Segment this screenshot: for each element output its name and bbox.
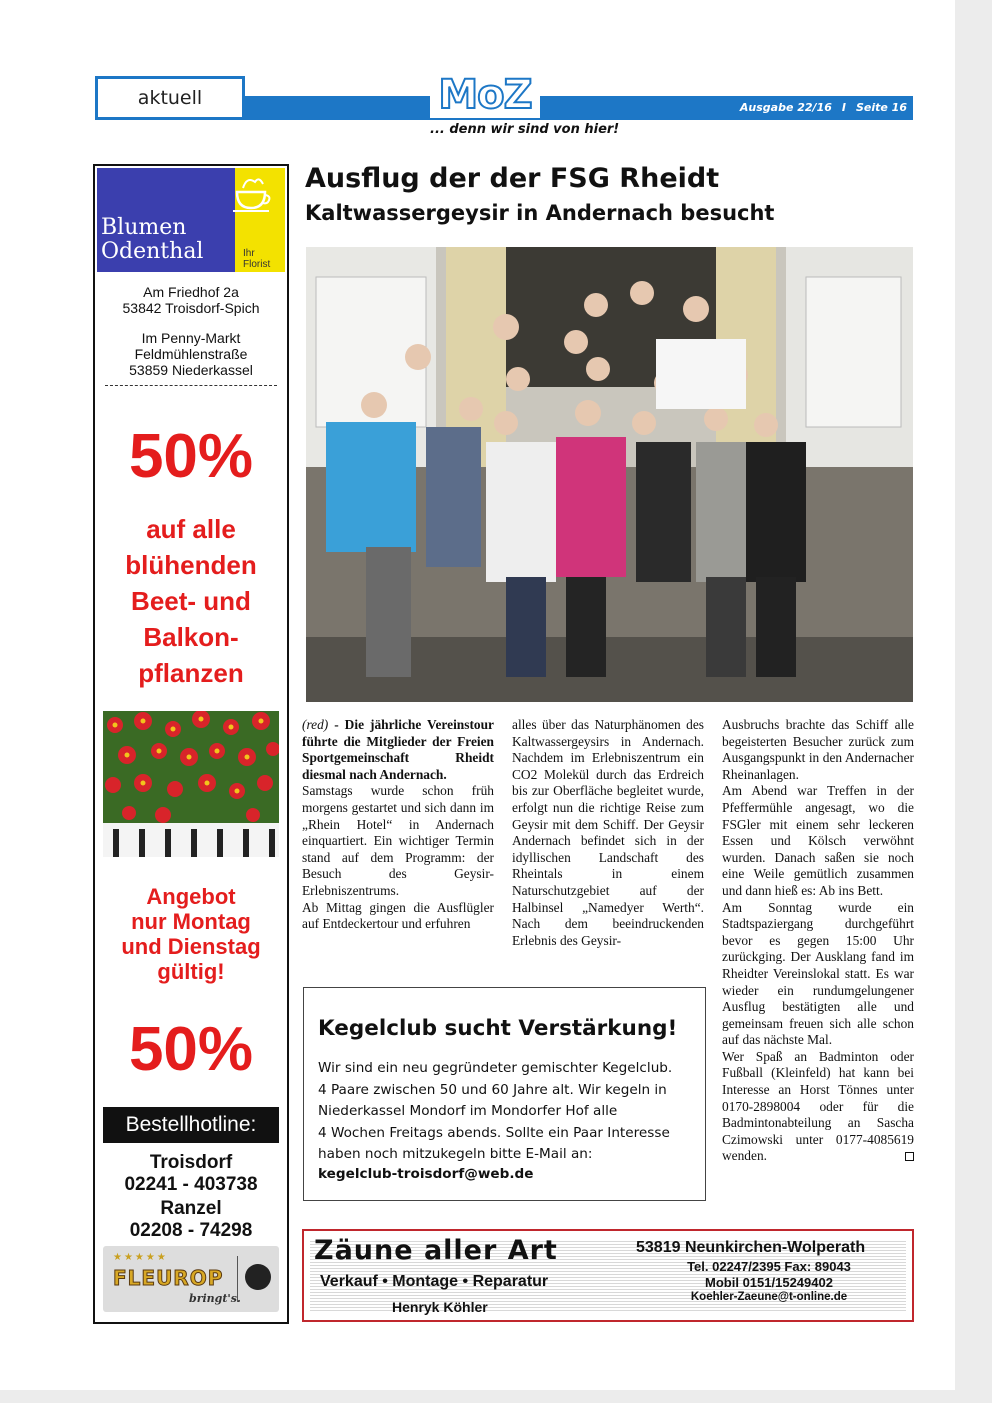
kegelclub-title: Kegelclub sucht Verstärkung! — [318, 1016, 678, 1041]
fence-ad-owner: Henryk Köhler — [392, 1299, 488, 1315]
flower-cup-icon — [229, 174, 273, 214]
fence-ad-email[interactable]: Koehler-Zaeune@t-online.de — [690, 1291, 848, 1303]
fleurop-logo — [103, 1246, 279, 1312]
stars-icon: ★★★★★ — [113, 1252, 168, 1263]
kegelclub-ad — [303, 987, 706, 1201]
florist-name: Blumen Odenthal — [101, 215, 204, 264]
issue-info — [730, 101, 907, 114]
fleurop-wordmark: FLEUROP — [113, 1266, 224, 1290]
fence-ad-city: 53819 Neunkirchen-Wolperath — [636, 1239, 866, 1256]
fence-ad — [302, 1229, 914, 1322]
article-paragraph: Samstags wurde schon früh morgens gestartet und sich dann im „Rhein Hotel“ in Andernach einquartiert. Ein wichtiger Termin stand auf dem Programm: der Besuch des Geysir-Erlebniszentrums. — [302, 783, 494, 898]
mercury-emblem-icon — [245, 1264, 271, 1290]
fence-ad-mobile: Mobil 0151/15249402 — [705, 1275, 833, 1290]
slogan: ... denn wir sind von hier! — [430, 122, 620, 137]
end-mark-icon — [905, 1152, 914, 1161]
phone-ranzel: Ranzel 02208 - 74298 — [129, 1198, 253, 1241]
fence-ad-services: Verkauf • Montage • Reparatur — [320, 1273, 549, 1290]
logo-text: MoZ — [438, 72, 532, 118]
fence-ad-tel: Tel. 02247/2395 Fax: 89043 — [687, 1259, 851, 1274]
florist-logo — [97, 168, 285, 274]
article-column-2 — [512, 717, 704, 949]
validity-text: Angebot nur Montag und Dienstag gültig! — [121, 884, 261, 984]
article-subtitle: Kaltwassergeysir in Andernach besucht — [305, 201, 775, 225]
issue-separator: I — [841, 101, 846, 114]
author-tag: (red) — [302, 717, 329, 732]
fence-ad-title: Zäune aller Art — [314, 1235, 558, 1266]
offer-text: auf alle blühenden Beet- und Balkon- pflanzen — [125, 514, 257, 688]
phone-troisdorf: Troisdorf 02241 - 403738 — [124, 1152, 258, 1195]
article-paragraph: alles über das Naturphänomen des Kaltwassergeysirs in Andernach. Nachdem im Erlebniszentrum ein CO2 Molekül durch das Erdreich bis zur Oberfläche begleitet wurde, erfolgt nun die richtige Reise zum Geysir mit dem Schiff. Der Geysir Andernach befindet sich in der idyllischen Landschaft des Rheintals in einem Naturschutzgebiet auf der Halbinsel „Namedyer Werth“. Nach dem beeindruckenden Erlebnis des Geysir- — [512, 717, 704, 948]
article-paragraph: Am Abend war Treffen in der Pfeffermühle angesagt, wo die FSGler mit einem sehr leckeren Essen und Kölsch verwöhnt wurden. Danach saßen sie noch eine Weile gemütlich zusammen und dann hieß es: Ab ins Bett. — [722, 783, 914, 898]
discount-percent-2: 50% — [128, 1015, 254, 1084]
kegelclub-email[interactable]: kegelclub-troisdorf@web.de — [318, 1166, 534, 1182]
article-paragraph: Ausbruchs brachte das Schiff alle begeisterten Besucher zurück zum Ausgangspunkt in den Andernacher Rheinanlagen. — [722, 717, 914, 782]
issue-number: Ausgabe 22/16 — [739, 101, 832, 114]
hotline-label: Bestellhotline: — [103, 1107, 279, 1143]
address-penny: Im Penny-Markt Feldmühlenstraße 53859 Niederkassel — [129, 330, 253, 378]
florist-tagline: Ihr Florist — [243, 248, 271, 270]
page-number: Seite 16 — [855, 101, 907, 114]
dashed-divider — [105, 385, 277, 386]
fleurop-slogan: bringt's. — [189, 1292, 241, 1305]
address-friedhof: Am Friedhof 2a 53842 Troisdorf-Spich — [122, 284, 260, 316]
newspaper-logo — [430, 72, 540, 118]
group-photo-icon — [306, 247, 913, 702]
section-tab — [95, 76, 245, 120]
article-title: Ausflug der der FSG Rheidt — [305, 163, 720, 194]
article-column-3 — [722, 717, 914, 1165]
flower-icon — [103, 711, 279, 857]
article-column-1 — [302, 717, 494, 933]
article-paragraph: Wer Spaß an Badminton oder Fußball (Kleinfeld) hat kann bei Interesse an Horst Tönnes unter 0170-2898004 oder für die Badmintonabteilung an Sascha Czimowski unter 0177-4085619 wenden. — [722, 1048, 914, 1164]
section-label: aktuell — [137, 87, 203, 109]
kegelclub-body: Wir sind ein neu gegründeter gemischter Kegelclub. 4 Paare zwischen 50 und 60 Jahre alt. Wir kegeln in Niederkassel Mondorf im Mondorfer Hof alle 4 Wochen Freitags abends. Sollte ein Paar Interesse haben noch mitzukegeln bitte E-Mail an: — [318, 1060, 673, 1163]
florist-ad — [93, 164, 289, 1324]
flowers-photo — [103, 711, 279, 857]
article-paragraph: Am Sonntag wurde ein Stadtspaziergang durchgeführt bevor es gegen 15:00 Uhr zurückging. Der Ausklang fand im Rheidter Vereinslokal statt. Es war wieder ein rundumgelungener Ausflug bestätigten alle und gemeinsam freuen sich alle schon auf das nächste Mal. — [722, 899, 914, 1048]
discount-percent: 50% — [128, 422, 254, 491]
article-lead: - Die jährliche Vereinstour führte die Mitglieder der Freien Sportgemeinschaft Rheidt diesmal nach Andernach. — [302, 717, 494, 782]
article-paragraph: Ab Mittag gingen die Ausflügler auf Entdeckertour und erfuhren — [302, 899, 494, 932]
group-photo — [306, 247, 913, 702]
